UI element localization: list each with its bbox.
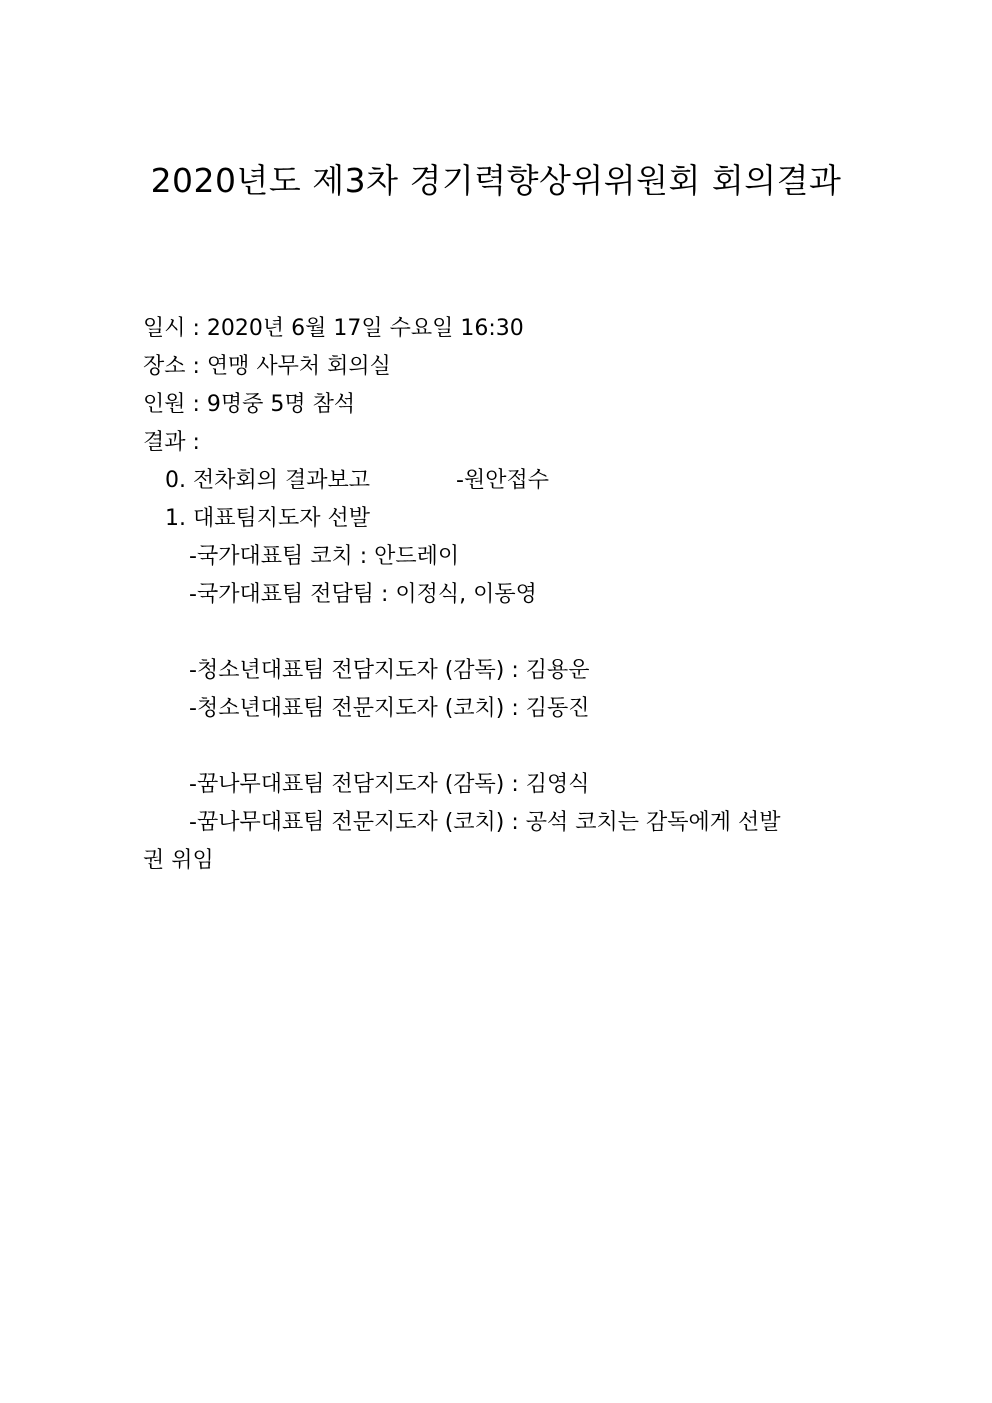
result-label: 결과 : bbox=[143, 430, 200, 455]
agenda-item-0 bbox=[143, 462, 863, 500]
spacer bbox=[143, 728, 863, 766]
national-team-coach: -국가대표팀 코치 : 안드레이 bbox=[189, 544, 460, 569]
national-team-staff: -국가대표팀 전담팀 : 이정식, 이동영 bbox=[189, 582, 537, 607]
meeting-minutes-body bbox=[143, 310, 863, 880]
document-title: 2020년도 제3차 경기력향상위위원회 회의결과 bbox=[150, 161, 842, 200]
youth-team-director: -청소년대표팀 전담지도자 (감독) : 김용운 bbox=[189, 658, 590, 683]
agenda-item-0-label: 0. 전차회의 결과보고 bbox=[165, 468, 370, 493]
youth-team-coach: -청소년대표팀 전문지도자 (코치) : 김동진 bbox=[189, 696, 590, 721]
dream-team-director: -꿈나무대표팀 전담지도자 (감독) : 김영식 bbox=[189, 772, 590, 797]
agenda-item-1: 1. 대표팀지도자 선발 bbox=[165, 506, 370, 531]
agenda-item-0-note: -원안접수 bbox=[456, 468, 549, 493]
spacer bbox=[143, 614, 863, 652]
meeting-attendees: 인원 : 9명중 5명 참석 bbox=[143, 392, 356, 417]
meeting-date: 일시 : 2020년 6월 17일 수요일 16:30 bbox=[143, 316, 524, 341]
meeting-place: 장소 : 연맹 사무처 회의실 bbox=[143, 354, 391, 379]
dream-team-coach: -꿈나무대표팀 전문지도자 (코치) : 공석 코치는 감독에게 선발 bbox=[189, 810, 781, 835]
dream-team-coach-continued: 권 위임 bbox=[143, 848, 214, 873]
